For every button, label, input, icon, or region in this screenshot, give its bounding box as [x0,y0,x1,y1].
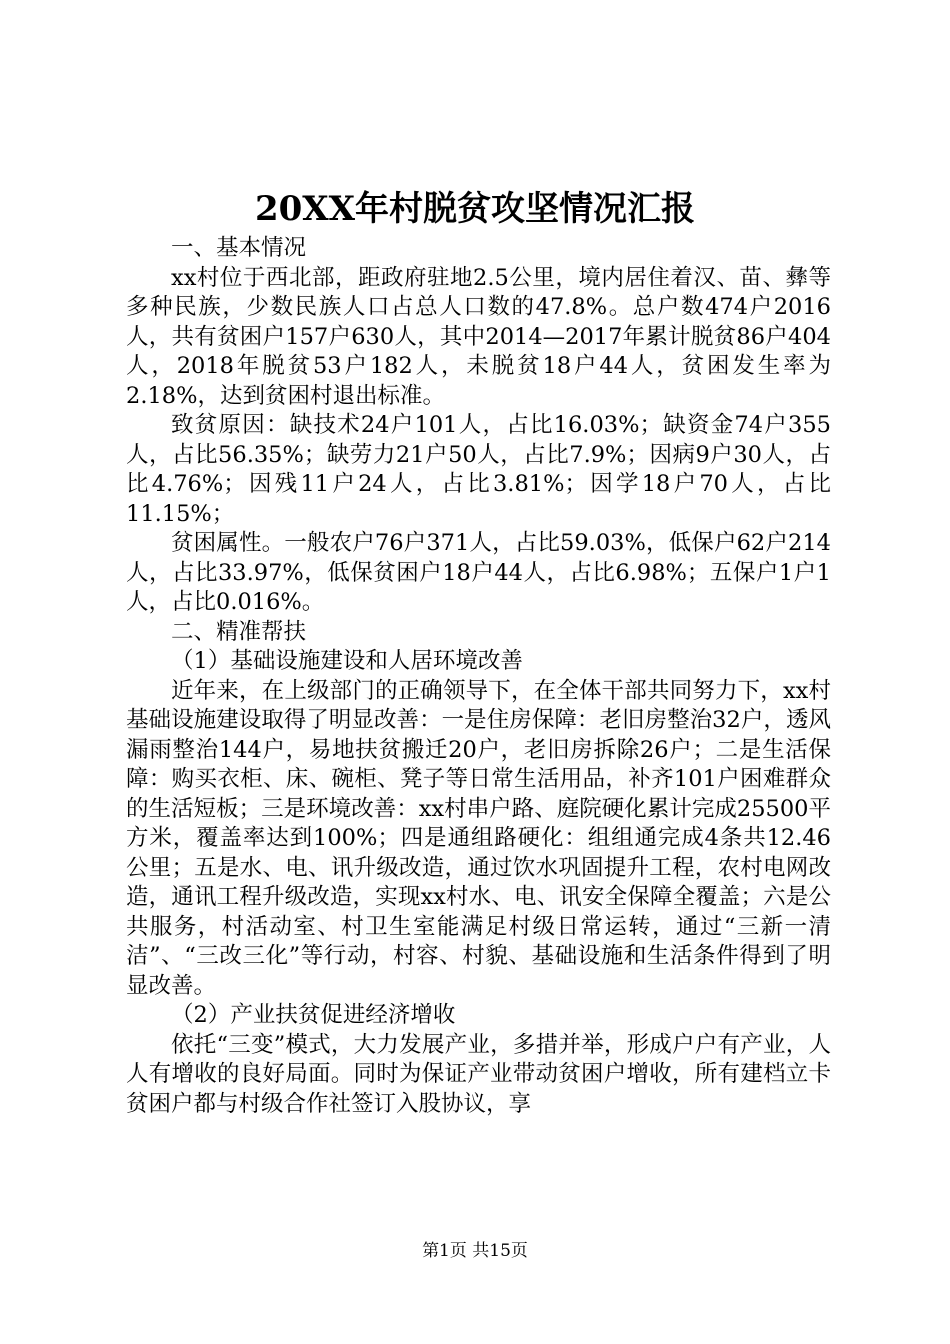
section-heading-targeted-assistance: 二、精准帮扶 [171,618,307,645]
paragraph-industry: 依托“三变”模式，大力发展产业，多措并举，形成户户有产业，人人有增收的良好局面。同时为保证产业带动贫困户增收，所有建档立卡贫困户都与村级合作社签订入股协议，享 [126,1031,831,1117]
paragraph-infrastructure: 近年来，在上级部门的正确领导下，在全体干部共同努力下，xx村基础设施建设取得了明显改善：一是住房保障：老旧房整治32户，透风漏雨整治144户，易地扶贫搬迁20户，老旧房拆除26户；二是生活保障：购买衣柜、床、碗柜、凳子等日常生活用品，补齐101户困难群众的生活短板；三是环境改善：xx村串户路、庭院硬化累计完成25500平方米，覆盖率达到100%；四是通组路硬化：组组通完成4条共12.46公里；五是水、电、讯升级改造，通过饮水巩固提升工程，农村电网改造，通讯工程升级改造，实现xx村水、电、讯安全保障全覆盖；六是公共服务，村活动室、村卫生室能满足村级日常运转，通过“三新一清洁”、“三改三化”等行动，村容、村貌、基础设施和生活条件得到了明显改善。 [126,677,831,999]
document-title: 20XX年村脱贫攻坚情况汇报 [254,189,696,229]
section-heading-basic-situation: 一、基本情况 [171,235,307,261]
page-number-footer: 第1页 共15页 [422,1241,528,1261]
subsection-heading-infrastructure: （1）基础设施建设和人居环境改善 [171,648,523,674]
paragraph-poverty-attributes: 贫困属性。一般农户76户371人，占比59.03%，低保户62户214人，占比33.97%，低保贫困户18户44人，占比6.98%；五保户1户1人，占比0.016%。 [126,530,831,615]
document-body [126,234,831,1119]
paragraph-poverty-causes: 致贫原因：缺技术24户101人，占比16.03%；缺资金74户355人，占比56.35%；缺劳力21户50人，占比7.9%；因病9户30人，占比4.76%；因残11户24人，占比3.81%；因学18户70人，占比11.15%； [126,412,831,527]
paragraph-village-overview: xx村位于西北部，距政府驻地2.5公里，境内居住着汉、苗、彝等多种民族，少数民族人口占总人口数的47.8%。总户数474户2016人，共有贫困户157户630人，其中2014—2017年累计脱贫86户404人，2018年脱贫53户182人，未脱贫18户44人，贫困发生率为2.18%，达到贫困村退出标准。 [126,264,831,409]
subsection-heading-industry: （2）产业扶贫促进经济增收 [171,1002,456,1028]
